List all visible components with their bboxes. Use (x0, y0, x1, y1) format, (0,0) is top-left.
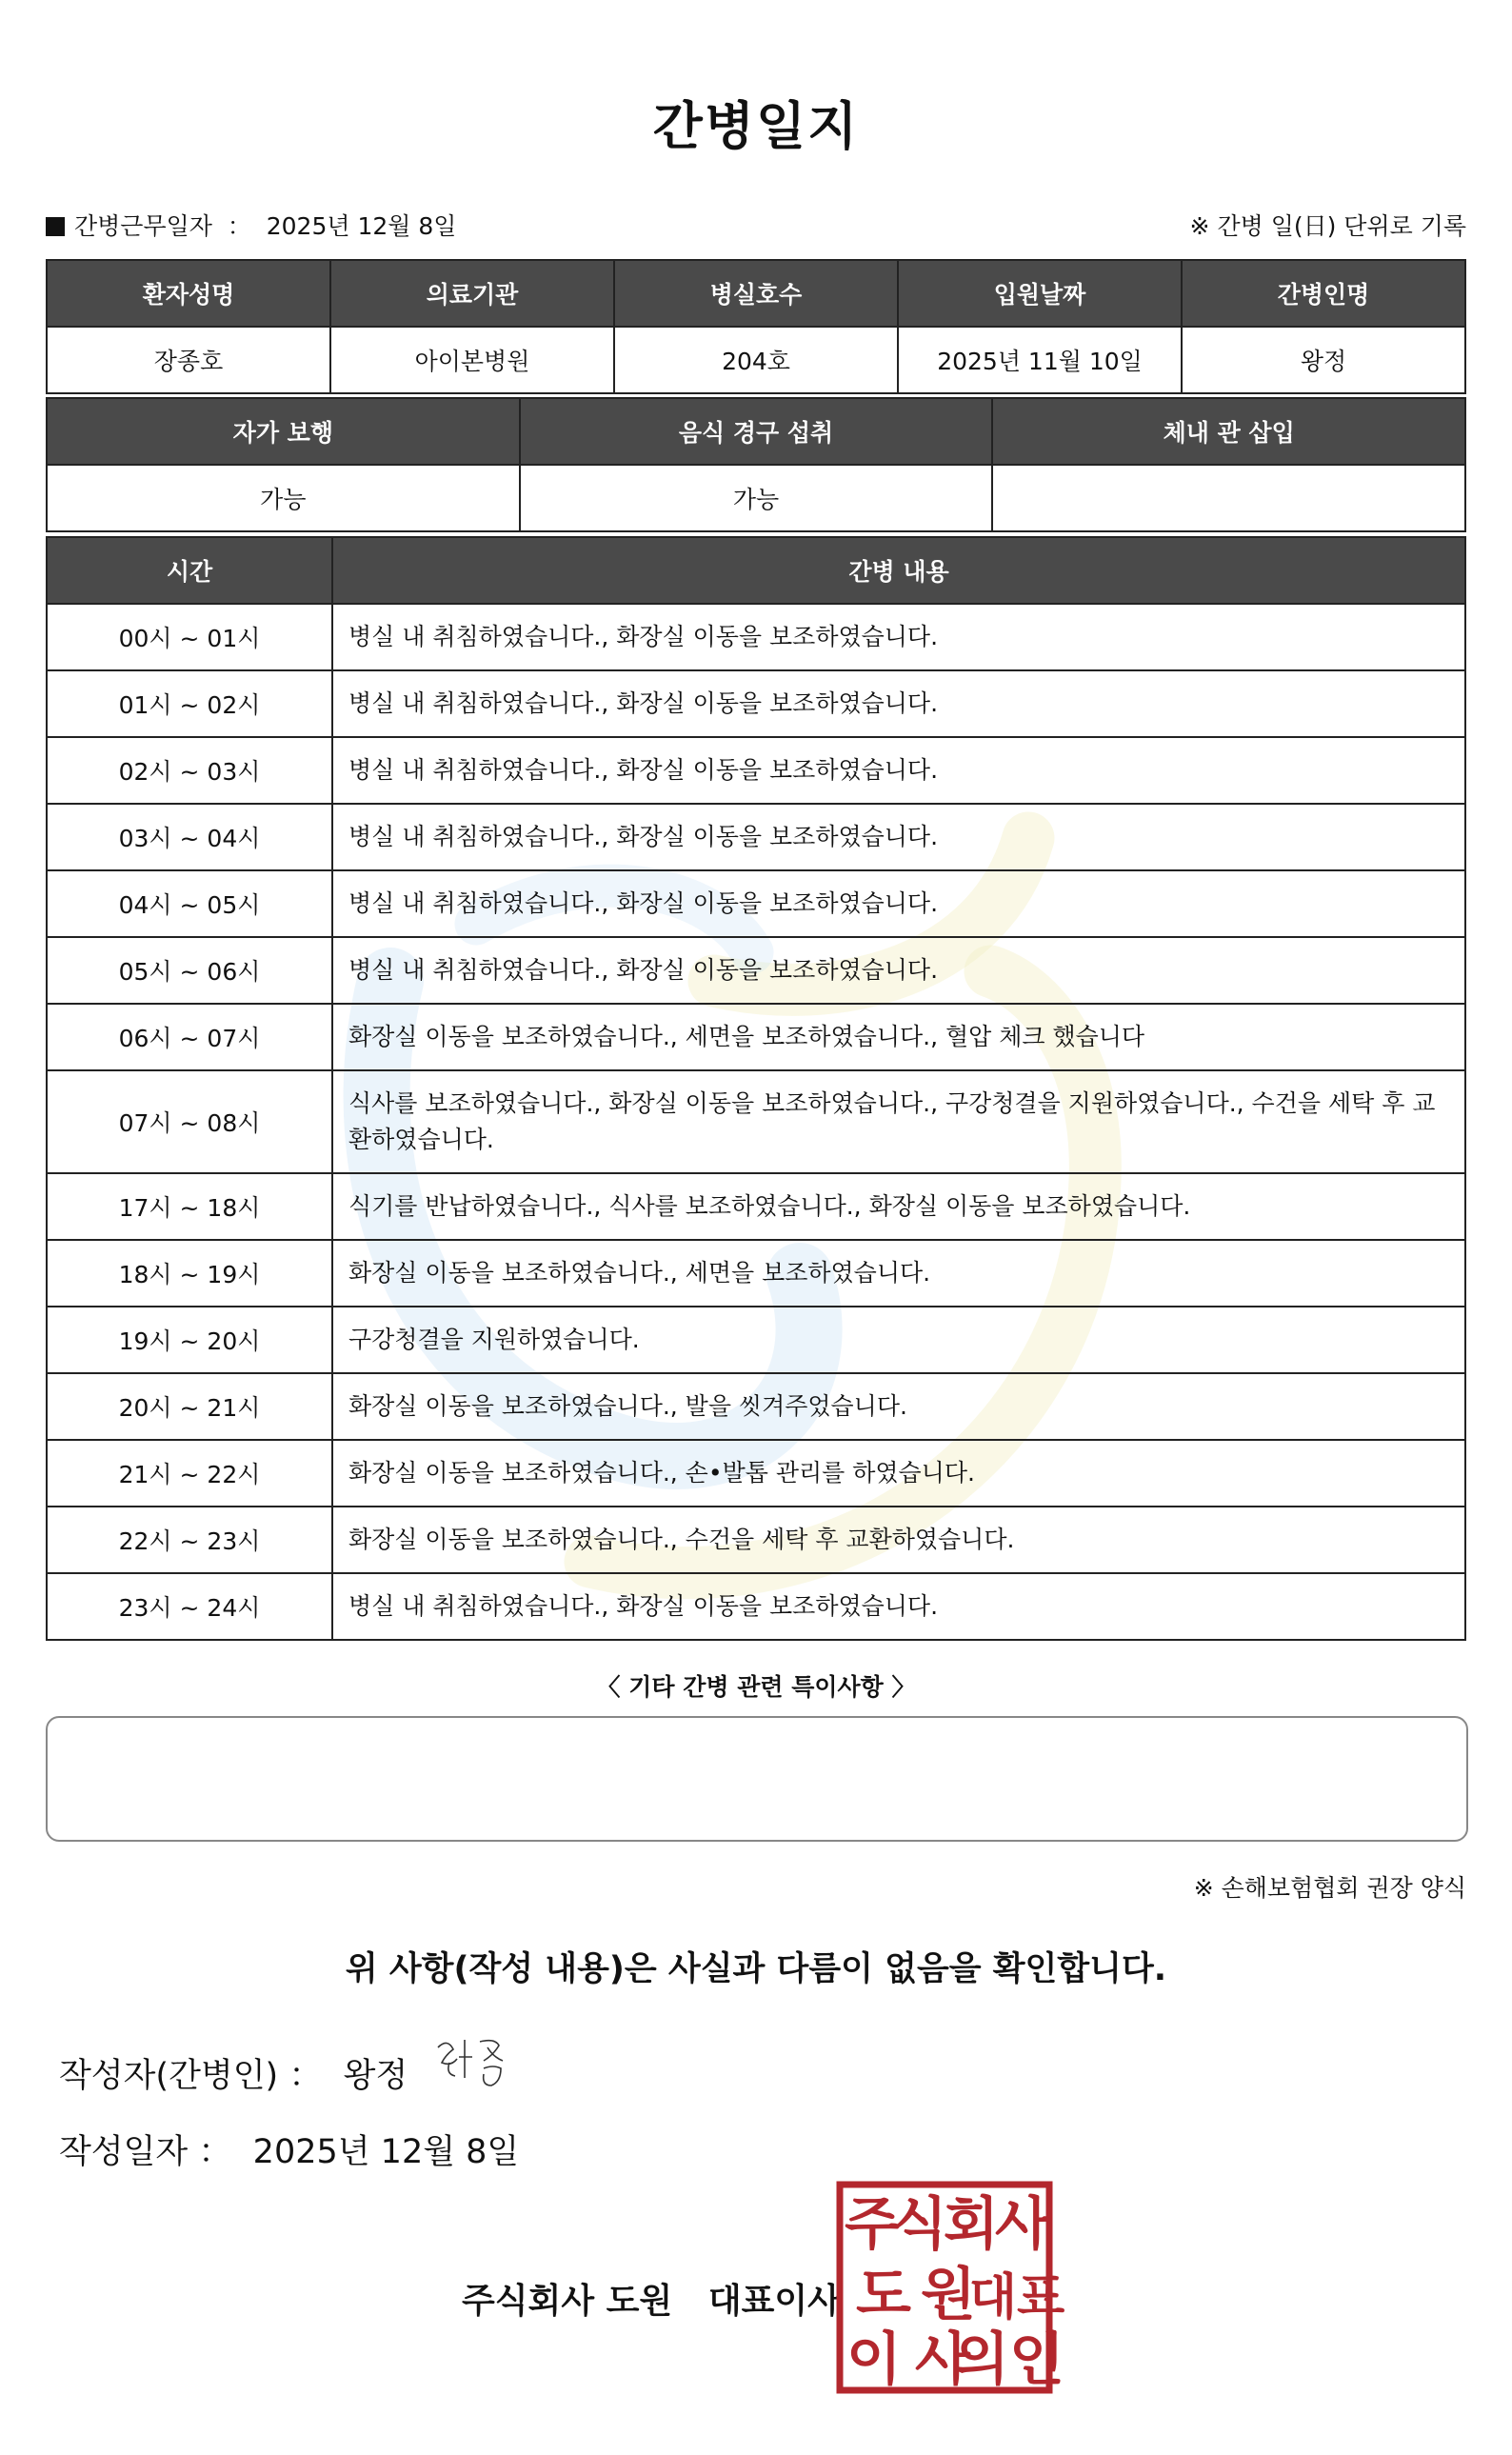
header-self-walking: 자가 보행 (47, 398, 520, 465)
table-row (47, 604, 1465, 670)
value-caregiver-name: 왕정 (1182, 327, 1465, 393)
time-cell: 21시 ~ 22시 (47, 1440, 332, 1507)
table-row (47, 670, 1465, 737)
header-admission-date: 입원날짜 (898, 260, 1182, 327)
svg-text:원: 원 (921, 2262, 976, 2328)
time-cell: 07시 ~ 08시 (47, 1070, 332, 1173)
value-hospital: 아이본병원 (330, 327, 614, 393)
svg-text:대표: 대표 (968, 2269, 1065, 2326)
svg-text:주: 주 (845, 2191, 900, 2258)
writer-line (59, 2049, 408, 2097)
document-title: 간병일지 (652, 96, 860, 156)
write-date-label: 작성일자 (59, 2133, 189, 2171)
content-cell: 병실 내 취침하였습니다., 화장실 이동을 보조하였습니다. (332, 937, 1465, 1004)
write-date-colon: ： (198, 2133, 232, 2171)
time-cell: 04시 ~ 05시 (47, 870, 332, 937)
content-cell: 병실 내 취침하였습니다., 화장실 이동을 보조하였습니다. (332, 604, 1465, 670)
work-date-label: 간병근무일자 (74, 212, 212, 240)
table-row (47, 870, 1465, 937)
writer-name: 왕정 (343, 2057, 408, 2095)
svg-text:도: 도 (856, 2262, 911, 2328)
status-header-row (47, 398, 1465, 465)
content-cell: 화장실 이동을 보조하였습니다., 세면을 보조하였습니다., 혈압 체크 했습니다 (332, 1004, 1465, 1070)
value-patient-name: 장종호 (47, 327, 330, 393)
company-seal-stamp (836, 2181, 1065, 2394)
table-row (47, 1307, 1465, 1373)
value-oral-intake: 가능 (520, 465, 993, 531)
header-hospital: 의료기관 (330, 260, 614, 327)
content-cell: 식사를 보조하였습니다., 화장실 이동을 보조하였습니다., 구강청결을 지원하였습니다., 수건을 세탁 후 교환하였습니다. (332, 1070, 1465, 1173)
remarks-box (46, 1716, 1468, 1842)
handwritten-signature (430, 2030, 516, 2106)
company-name: 주식회사 도원 (462, 2282, 673, 2321)
svg-text:의인: 의인 (954, 2326, 1064, 2393)
table-row (47, 937, 1465, 1004)
svg-text:사: 사 (915, 2326, 970, 2393)
svg-text:사: 사 (995, 2191, 1050, 2258)
confirmation-statement: 위 사항(작성 내용)은 사실과 다름이 없음을 확인합니다. (345, 1950, 1167, 1988)
patient-info-header-row (47, 260, 1465, 327)
table-row (47, 737, 1465, 804)
patient-info-table (46, 259, 1466, 394)
time-cell: 05시 ~ 06시 (47, 937, 332, 1004)
value-room-number: 204호 (614, 327, 898, 393)
write-date-value: 2025년 12월 8일 (252, 2133, 520, 2171)
write-date-line (59, 2126, 519, 2173)
svg-text:식: 식 (892, 2191, 947, 2258)
record-unit-note: ※ 간병 일(日) 단위로 기록 (1189, 212, 1466, 240)
table-row (47, 1440, 1465, 1507)
remarks-title: 〈 기타 간병 관련 특이사항 〉 (596, 1673, 916, 1701)
time-cell: 20시 ~ 21시 (47, 1373, 332, 1440)
table-row (47, 1173, 1465, 1240)
content-cell: 병실 내 취침하였습니다., 화장실 이동을 보조하였습니다. (332, 1573, 1465, 1640)
time-cell: 02시 ~ 03시 (47, 737, 332, 804)
time-cell: 06시 ~ 07시 (47, 1004, 332, 1070)
patient-info-value-row (47, 327, 1465, 393)
time-cell: 17시 ~ 18시 (47, 1173, 332, 1240)
table-row (47, 1070, 1465, 1173)
status-value-row (47, 465, 1465, 531)
header-time: 시간 (47, 537, 332, 604)
square-bullet-icon (46, 217, 65, 236)
value-tube-insertion (992, 465, 1465, 531)
time-cell: 23시 ~ 24시 (47, 1573, 332, 1640)
value-admission-date: 2025년 11월 10일 (898, 327, 1182, 393)
content-cell: 화장실 이동을 보조하였습니다., 세면을 보조하였습니다. (332, 1240, 1465, 1307)
header-room-number: 병실호수 (614, 260, 898, 327)
header-patient-name: 환자성명 (47, 260, 330, 327)
table-row (47, 1240, 1465, 1307)
company-line (462, 2274, 841, 2323)
content-cell: 화장실 이동을 보조하였습니다., 손•발톱 관리를 하였습니다. (332, 1440, 1465, 1507)
work-date-line (46, 208, 456, 242)
header-oral-intake: 음식 경구 섭취 (520, 398, 993, 465)
table-row (47, 804, 1465, 870)
time-cell: 22시 ~ 23시 (47, 1507, 332, 1573)
content-cell: 식기를 반납하였습니다., 식사를 보조하였습니다., 화장실 이동을 보조하였습니다. (332, 1173, 1465, 1240)
svg-text:회: 회 (944, 2191, 999, 2258)
table-row (47, 1373, 1465, 1440)
table-row (47, 1573, 1465, 1640)
work-date-separator: ： (227, 212, 251, 240)
time-cell: 18시 ~ 19시 (47, 1240, 332, 1307)
content-cell: 병실 내 취침하였습니다., 화장실 이동을 보조하였습니다. (332, 870, 1465, 937)
company-title: 대표이사 (707, 2282, 841, 2321)
form-source-note: ※ 손해보험협회 권장 양식 (1193, 1874, 1466, 1902)
content-cell: 병실 내 취침하였습니다., 화장실 이동을 보조하였습니다. (332, 737, 1465, 804)
content-cell: 병실 내 취침하였습니다., 화장실 이동을 보조하였습니다. (332, 670, 1465, 737)
content-cell: 화장실 이동을 보조하였습니다., 수건을 세탁 후 교환하였습니다. (332, 1507, 1465, 1573)
header-caregiver-name: 간병인명 (1182, 260, 1465, 327)
work-date-value: 2025년 12월 8일 (266, 212, 457, 240)
header-care-content: 간병 내용 (332, 537, 1465, 604)
writer-label: 작성자(간병인) (59, 2057, 279, 2095)
svg-text:이: 이 (846, 2326, 902, 2393)
content-cell: 병실 내 취침하였습니다., 화장실 이동을 보조하였습니다. (332, 804, 1465, 870)
content-cell: 구강청결을 지원하였습니다. (332, 1307, 1465, 1373)
table-row (47, 1507, 1465, 1573)
care-log-header-row (47, 537, 1465, 604)
care-log-table (46, 536, 1466, 1641)
patient-status-table (46, 397, 1466, 532)
table-row (47, 1004, 1465, 1070)
writer-colon: ： (288, 2057, 323, 2095)
header-tube-insertion: 체내 관 삽입 (992, 398, 1465, 465)
value-self-walking: 가능 (47, 465, 520, 531)
time-cell: 19시 ~ 20시 (47, 1307, 332, 1373)
time-cell: 00시 ~ 01시 (47, 604, 332, 670)
time-cell: 01시 ~ 02시 (47, 670, 332, 737)
time-cell: 03시 ~ 04시 (47, 804, 332, 870)
content-cell: 화장실 이동을 보조하였습니다., 발을 씻겨주었습니다. (332, 1373, 1465, 1440)
